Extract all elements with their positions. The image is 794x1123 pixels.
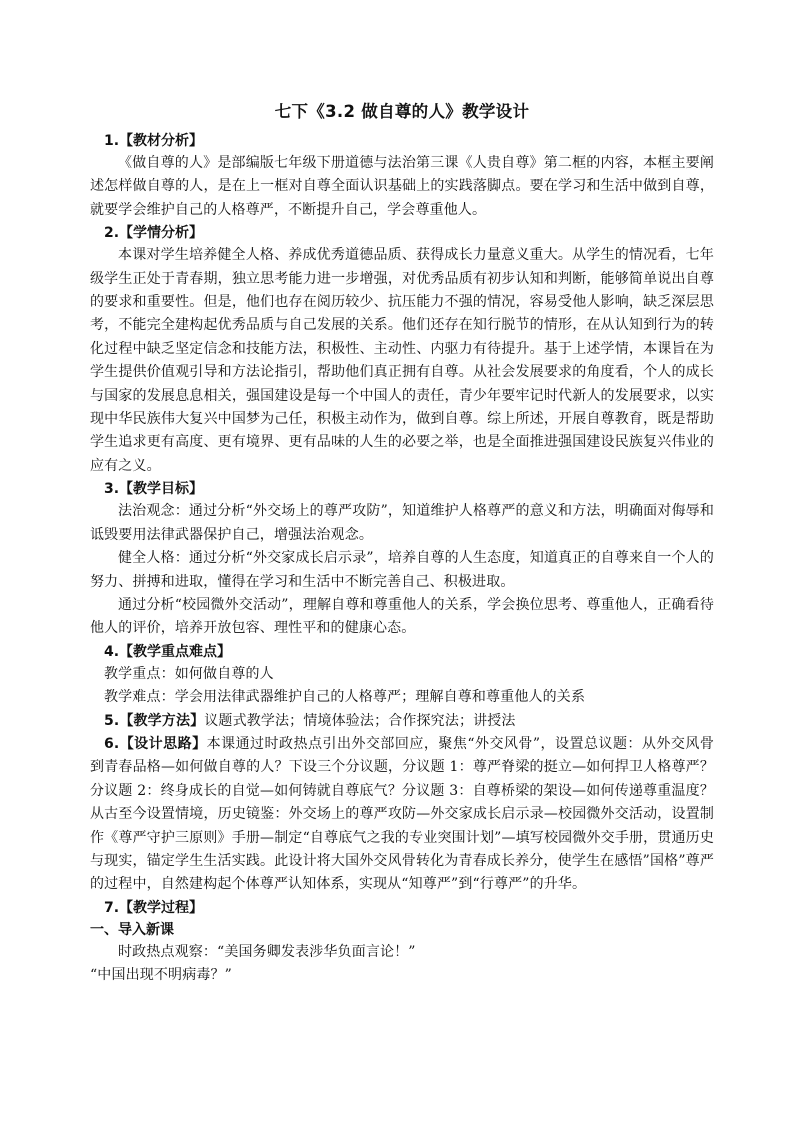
section-heading-textbook-analysis: 1.【教材分析】 (104, 133, 204, 149)
paragraph-student-analysis: 本课对学生培养健全人格、养成优秀道德品质、获得成长力量意义重大。从学生的情况看，七年级学生正处于青春期，独立思考能力进一步增强，对优秀品质有初步认知和判断，能够简单说出自尊的要求和重要性。但是，他们也存在阅历较少、抗压能力不强的情况，容易受他人影响，缺乏深层思考，不能完全建构起优秀品质与自己发展的关系。他们还存在知行脱节的情形，在从认知到行为的转化过程中缺乏坚定信念和技能方法，积极性、主动性、内驱力有待提升。基于上述学情，本课旨在为学生提供价值观引导和方法论指引，帮助他们真正拥有自尊。从社会发展要求的角度看，个人的成长与国家的发展息息相关，强国建设是每一个中国人的责任，青少年要牢记时代新人的发展要求，以实现中华民族伟大复兴中国梦为己任，积极主动作为，做到自尊。综上所述，开展自尊教育，既是帮助学生追求更有高度、更有境界、更有品味的人生的必要之举，也是全面推进强国建设民族复兴伟业的应有之义。 (90, 247, 714, 474)
section-heading-teaching-goals: 3.【教学目标】 (104, 481, 204, 498)
section-heading-teaching-process: 7.【教学过程】 (104, 899, 204, 916)
paragraph-textbook-analysis: 《做自尊的人》是部编版七年级下册道德与法治第三课《人贵自尊》第二框的内容，本框主要阐述怎样做自尊的人，是在上一框对自尊全面认识基础上的实践落脚点。要在学习和生活中做到自尊，就要学会维护自己的人格尊严，不断提升自己，学会尊重他人。 (90, 155, 714, 218)
document-title: 七下《3.2 做自尊的人》教学设计 (274, 102, 530, 121)
sub-heading-introduction: 一、导入新课 (90, 921, 174, 938)
paragraph-goal-rule-of-law: 法治观念：通过分析“外交场上的尊严攻防”，知道维护人格尊严的意义和方法，明确面对侮辱和诋毁要用法律武器保护自己，增强法治观念。 (90, 503, 714, 543)
paragraph-difficult-point: 教学难点：学会用法律武器维护自己的人格尊严；理解自尊和尊重他人的关系 (104, 689, 586, 706)
paragraph-key-point: 教学重点：如何做自尊的人 (104, 665, 274, 682)
paragraph-virus-question: “中国出现不明病毒？” (90, 967, 232, 984)
paragraph-goal-respect-others: 通过分析“校园微外交活动”，理解自尊和尊重他人的关系，学会换位思考、尊重他人，正确看待他人的评价，培养开放包容、理性平和的健康心态。 (90, 596, 714, 637)
paragraph-current-events: 时政热点观察：“美国务卿发表涉华负面言论！” (118, 943, 416, 960)
teaching-methods-text: 议题式教学法；情境体验法；合作探究法；讲授法 (204, 712, 516, 729)
section-heading-student-analysis: 2.【学情分析】 (104, 225, 204, 242)
section-heading-design-ideas: 6.【设计思路】 (104, 735, 207, 752)
design-ideas-text: 本课通过时政热点引出外交部回应，聚焦“外交风骨”，设置总议题：从外交风骨到青春品格—如何做自尊的人？下设三个分议题，分议题 1：尊严脊梁的挺立—如何捍卫人格尊严？分议题 2：终身成长的自觉—如何铸就自尊底气？分议题 3：自尊桥梁的架设—如何传递尊重温度？从古至今设置情境，历史镜鉴：外交场上的尊严攻防—外交家成长启示录—校园微外交活动，设置制作《尊严守护三原则》手册—制定“自尊底气之我的专业突围计划”—填写校园微外交手册，贯通历史与现实，锚定学生生活实践。此设计将大国外交风骨转化为青春成长养分，使学生在感悟”国格”尊严的过程中，自然建构起个体尊严认知体系，实现从“知尊严”到“行尊严”的升华。 (90, 735, 715, 893)
paragraph-teaching-methods (90, 710, 714, 733)
section-heading-teaching-methods: 5.【教学方法】 (104, 712, 205, 729)
section-heading-key-difficult-points: 4.【教学重点难点】 (104, 643, 232, 660)
document-page (90, 100, 714, 988)
paragraph-goal-healthy-personality: 健全人格：通过分析“外交家成长启示录”，培养自尊的人生态度，知道真正的自尊来自一个人的努力、拼搏和进取，懂得在学习和生活中不断完善自己、积极进取。 (90, 550, 714, 590)
paragraph-design-ideas (90, 733, 714, 897)
